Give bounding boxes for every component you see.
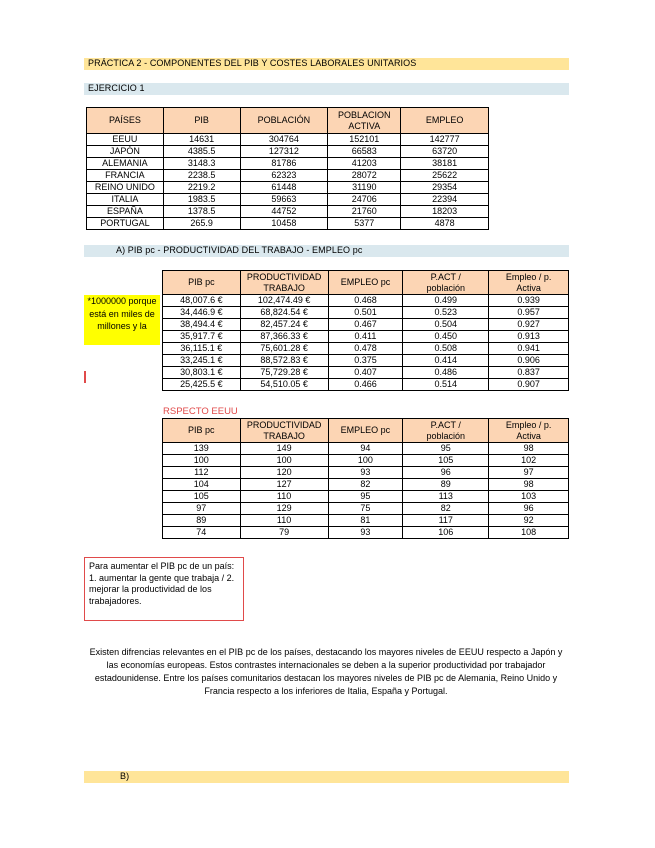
table-cell: 0.504 bbox=[403, 319, 489, 331]
table-cell: 0.407 bbox=[328, 367, 403, 379]
table-cell: ALEMANIA bbox=[87, 158, 164, 170]
section-b-band bbox=[84, 771, 569, 783]
table-header-cell: POBLACIÓN bbox=[240, 108, 328, 134]
table-cell: 22394 bbox=[401, 194, 489, 206]
table-cell: 104 bbox=[163, 479, 241, 491]
table-row bbox=[163, 307, 569, 319]
table-cell: 14631 bbox=[163, 134, 240, 146]
table-cell: 113 bbox=[403, 491, 489, 503]
table-cell: 0.486 bbox=[403, 367, 489, 379]
table-cell: 2219.2 bbox=[163, 182, 240, 194]
relative-table-header-row bbox=[163, 419, 569, 443]
table-header-cell: P.ACT / población bbox=[403, 271, 489, 295]
table-cell: PORTUGAL bbox=[87, 218, 164, 230]
table-row bbox=[163, 367, 569, 379]
table-cell: 63720 bbox=[401, 146, 489, 158]
table-cell: ESPAÑA bbox=[87, 206, 164, 218]
increase-gdp-note: Para aumentar el PIB pc de un país: 1. aumentar la gente que trabaja / 2. mejorar la productividad de los trabajadores. bbox=[89, 561, 235, 606]
table-cell: 95 bbox=[328, 491, 403, 503]
table-cell: 129 bbox=[240, 503, 328, 515]
table-cell: 59663 bbox=[240, 194, 328, 206]
table-cell: 62323 bbox=[240, 170, 328, 182]
table-row bbox=[163, 479, 569, 491]
table-cell: 0.467 bbox=[328, 319, 403, 331]
section-b-label: B) bbox=[120, 771, 130, 781]
table-cell: 96 bbox=[489, 503, 569, 515]
section-a-band bbox=[84, 245, 569, 257]
table-cell: 38,494.4 € bbox=[163, 319, 241, 331]
table-cell: 28072 bbox=[328, 170, 401, 182]
table-header-cell: POBLACION ACTIVA bbox=[328, 108, 401, 134]
table-cell: 75 bbox=[328, 503, 403, 515]
increase-gdp-note-box bbox=[84, 557, 244, 621]
table-cell: 304764 bbox=[240, 134, 328, 146]
table-cell: 0.466 bbox=[328, 379, 403, 391]
table-row bbox=[87, 158, 489, 170]
table-cell: 87,366.33 € bbox=[240, 331, 328, 343]
table-row bbox=[163, 443, 569, 455]
table-cell: 34,446.9 € bbox=[163, 307, 241, 319]
table-cell: 10458 bbox=[240, 218, 328, 230]
table-cell: 93 bbox=[328, 467, 403, 479]
table-cell: 106 bbox=[403, 527, 489, 539]
table-cell: 100 bbox=[328, 455, 403, 467]
table-cell: 97 bbox=[163, 503, 241, 515]
table-row bbox=[87, 194, 489, 206]
table-cell: 66583 bbox=[328, 146, 401, 158]
table-cell: 74 bbox=[163, 527, 241, 539]
table-cell: 0.907 bbox=[489, 379, 569, 391]
table-cell: 127 bbox=[240, 479, 328, 491]
table-cell: 1378.5 bbox=[163, 206, 240, 218]
table-cell: 44752 bbox=[240, 206, 328, 218]
table-cell: 108 bbox=[489, 527, 569, 539]
table-cell: 94 bbox=[328, 443, 403, 455]
table-cell: 0.913 bbox=[489, 331, 569, 343]
table-cell: 2238.5 bbox=[163, 170, 240, 182]
table-cell: 0.508 bbox=[403, 343, 489, 355]
table-cell: 97 bbox=[489, 467, 569, 479]
table-row bbox=[87, 206, 489, 218]
table-cell: 30,803.1 € bbox=[163, 367, 241, 379]
table-cell: 82,457.24 € bbox=[240, 319, 328, 331]
table-header-cell: PIB pc bbox=[163, 419, 241, 443]
table-cell: 103 bbox=[489, 491, 569, 503]
table-row bbox=[163, 343, 569, 355]
table-cell: 1983.5 bbox=[163, 194, 240, 206]
table-cell: 110 bbox=[240, 491, 328, 503]
table-cell: 105 bbox=[403, 455, 489, 467]
table-row bbox=[163, 295, 569, 307]
countries-table-header-row bbox=[87, 108, 489, 134]
table-row bbox=[163, 503, 569, 515]
table-row bbox=[163, 467, 569, 479]
table-cell: 0.450 bbox=[403, 331, 489, 343]
table-cell: 38181 bbox=[401, 158, 489, 170]
table-cell: 24706 bbox=[328, 194, 401, 206]
table-cell: 96 bbox=[403, 467, 489, 479]
table-cell: 81786 bbox=[240, 158, 328, 170]
table-cell: 0.478 bbox=[328, 343, 403, 355]
table-cell: 0.414 bbox=[403, 355, 489, 367]
productivity-table-header-row bbox=[163, 271, 569, 295]
section-a-label: A) PIB pc - PRODUCTIVIDAD DEL TRABAJO - EMPLEO pc bbox=[116, 245, 363, 255]
table-cell: 102 bbox=[489, 455, 569, 467]
table-cell: 117 bbox=[403, 515, 489, 527]
table-cell: 79 bbox=[240, 527, 328, 539]
table-cell: 5377 bbox=[328, 218, 401, 230]
table-cell: 0.906 bbox=[489, 355, 569, 367]
table-cell: 0.499 bbox=[403, 295, 489, 307]
table-cell: 0.501 bbox=[328, 307, 403, 319]
productivity-table bbox=[162, 270, 569, 391]
table-cell: 0.939 bbox=[489, 295, 569, 307]
exercise-band bbox=[84, 83, 569, 95]
practice-title: PRÁCTICA 2 - COMPONENTES DEL PIB Y COSTES LABORALES UNITARIOS bbox=[88, 58, 417, 68]
table-cell: 0.523 bbox=[403, 307, 489, 319]
table-header-cell: PIB pc bbox=[163, 271, 241, 295]
table-cell: 36,115.1 € bbox=[163, 343, 241, 355]
table-row bbox=[87, 146, 489, 158]
table-cell: 25622 bbox=[401, 170, 489, 182]
table-cell: 82 bbox=[328, 479, 403, 491]
exercise-label: EJERCICIO 1 bbox=[88, 83, 145, 93]
table-cell: 88,572.83 € bbox=[240, 355, 328, 367]
table-cell: 0.514 bbox=[403, 379, 489, 391]
table-cell: 48,007.6 € bbox=[163, 295, 241, 307]
table-header-cell: Empleo / p. Activa bbox=[489, 419, 569, 443]
table-cell: 33,245.1 € bbox=[163, 355, 241, 367]
table-cell: 4385.5 bbox=[163, 146, 240, 158]
table-header-cell: Empleo / p. Activa bbox=[489, 271, 569, 295]
table-cell: 92 bbox=[489, 515, 569, 527]
table-cell: 93 bbox=[328, 527, 403, 539]
table-row bbox=[87, 170, 489, 182]
table-cell: 61448 bbox=[240, 182, 328, 194]
table-cell: 105 bbox=[163, 491, 241, 503]
side-note bbox=[84, 295, 160, 345]
table-cell: 98 bbox=[489, 479, 569, 491]
red-marker bbox=[84, 371, 86, 383]
table-header-cell: P.ACT / población bbox=[403, 419, 489, 443]
table-cell: 54,510.05 € bbox=[240, 379, 328, 391]
table-cell: 18203 bbox=[401, 206, 489, 218]
table-cell: 120 bbox=[240, 467, 328, 479]
table-cell: 21760 bbox=[328, 206, 401, 218]
table-header-cell: PIB bbox=[163, 108, 240, 134]
respecto-label: RSPECTO EEUU bbox=[163, 406, 238, 417]
table-cell: 265.9 bbox=[163, 218, 240, 230]
table-row bbox=[87, 182, 489, 194]
table-cell: 29354 bbox=[401, 182, 489, 194]
table-header-cell: PAÍSES bbox=[87, 108, 164, 134]
conclusion-paragraph bbox=[86, 646, 566, 698]
table-cell: 152101 bbox=[328, 134, 401, 146]
table-cell: 0.941 bbox=[489, 343, 569, 355]
table-cell: 75,601.28 € bbox=[240, 343, 328, 355]
table-cell: 0.927 bbox=[489, 319, 569, 331]
table-cell: 139 bbox=[163, 443, 241, 455]
table-cell: 81 bbox=[328, 515, 403, 527]
table-cell: FRANCIA bbox=[87, 170, 164, 182]
table-row bbox=[163, 355, 569, 367]
table-cell: 3148.3 bbox=[163, 158, 240, 170]
table-cell: REINO UNIDO bbox=[87, 182, 164, 194]
table-cell: 41203 bbox=[328, 158, 401, 170]
table-cell: 95 bbox=[403, 443, 489, 455]
table-cell: 89 bbox=[403, 479, 489, 491]
table-header-cell: PRODUCTIVIDAD TRABAJO bbox=[240, 271, 328, 295]
table-cell: 102,474.49 € bbox=[240, 295, 328, 307]
table-cell: 31190 bbox=[328, 182, 401, 194]
table-cell: 112 bbox=[163, 467, 241, 479]
table-row bbox=[163, 527, 569, 539]
table-cell: ITALIA bbox=[87, 194, 164, 206]
table-cell: 89 bbox=[163, 515, 241, 527]
table-cell: 0.468 bbox=[328, 295, 403, 307]
table-cell: 82 bbox=[403, 503, 489, 515]
table-cell: 98 bbox=[489, 443, 569, 455]
table-header-cell: EMPLEO pc bbox=[328, 419, 403, 443]
table-cell: 4878 bbox=[401, 218, 489, 230]
table-cell: 142777 bbox=[401, 134, 489, 146]
table-cell: 68,824.54 € bbox=[240, 307, 328, 319]
table-cell: 0.957 bbox=[489, 307, 569, 319]
conclusion-text: Existen difrencias relevantes en el PIB pc de los países, destacando los mayores niveles de EEUU respecto a Japón y las economías europeas. Estos contrastes internacionales se deben a la superior productividad por trabajador estadounidense. Entre los países comunitarios destacan los mayores niveles de PIB pc de Alemania, Reino Unido y Francia respecto a los inferiores de Italia, España y Portugal. bbox=[89, 647, 563, 696]
table-cell: 149 bbox=[240, 443, 328, 455]
table-row bbox=[87, 134, 489, 146]
table-cell: 110 bbox=[240, 515, 328, 527]
table-cell: 0.375 bbox=[328, 355, 403, 367]
table-row bbox=[163, 331, 569, 343]
table-cell: JAPÓN bbox=[87, 146, 164, 158]
table-cell: 100 bbox=[240, 455, 328, 467]
table-cell: 35,917.7 € bbox=[163, 331, 241, 343]
table-cell: 25,425.5 € bbox=[163, 379, 241, 391]
table-cell: 0.837 bbox=[489, 367, 569, 379]
countries-table bbox=[86, 107, 489, 230]
table-header-cell: EMPLEO pc bbox=[328, 271, 403, 295]
table-cell: 0.411 bbox=[328, 331, 403, 343]
table-row bbox=[163, 319, 569, 331]
table-row bbox=[163, 379, 569, 391]
practice-title-band bbox=[84, 58, 569, 70]
table-header-cell: EMPLEO bbox=[401, 108, 489, 134]
table-row bbox=[87, 218, 489, 230]
relative-table bbox=[162, 418, 569, 539]
table-header-cell: PRODUCTIVIDAD TRABAJO bbox=[240, 419, 328, 443]
table-cell: 127312 bbox=[240, 146, 328, 158]
side-note-text: *1000000 porque está en miles de millones y la bbox=[87, 296, 157, 331]
table-row bbox=[163, 515, 569, 527]
table-row bbox=[163, 455, 569, 467]
table-cell: 100 bbox=[163, 455, 241, 467]
table-row bbox=[163, 491, 569, 503]
table-cell: EEUU bbox=[87, 134, 164, 146]
table-cell: 75,729.28 € bbox=[240, 367, 328, 379]
